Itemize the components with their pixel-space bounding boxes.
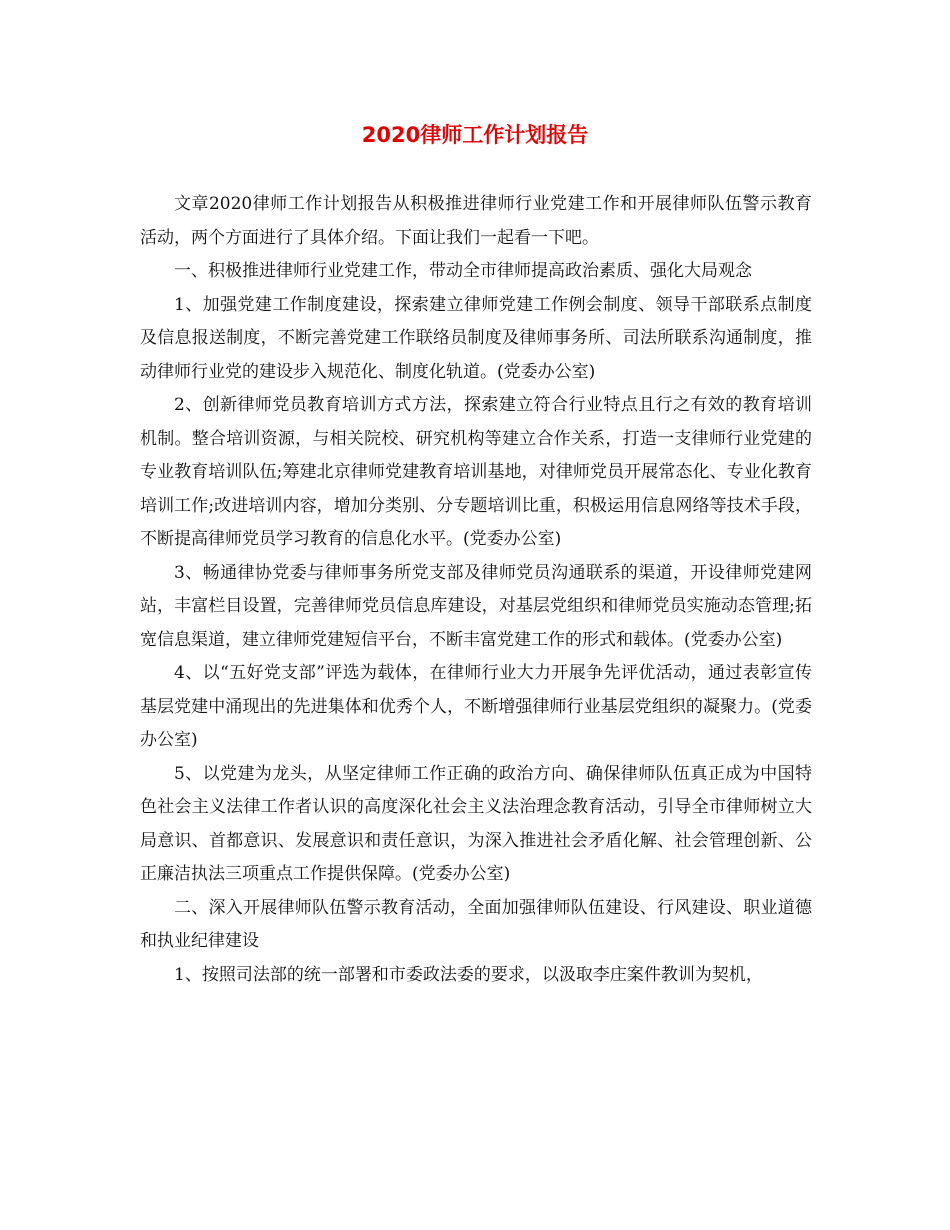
- paragraph-1-5: 5、以党建为龙头，从坚定律师工作正确的政治方向、确保律师队伍真正成为中国特色社会主义法律工作者认识的高度深化社会主义法治理念教育活动，引导全市律师树立大局意识、首都意识、发展意识和责任意识，为深入推进社会矛盾化解、社会管理创新、公正廉洁执法三项重点工作提供保障。(党委办公室): [140, 763, 812, 884]
- document-body: [140, 188, 812, 992]
- paragraph-1-1: 1、加强党建工作制度建设，探索建立律师党建工作例会制度、领导干部联系点制度及信息报送制度，不断完善党建工作联络员制度及律师事务所、司法所联系沟通制度，推动律师行业党的建设步入规范化、制度化轨道。(党委办公室): [140, 294, 812, 382]
- paragraph-1-3: 3、畅通律协党委与律师事务所党支部及律师党员沟通联系的渠道，开设律师党建网站，丰富栏目设置，完善律师党员信息库建设，对基层党组织和律师党员实施动态管理;拓宽信息渠道，建立律师党建短信平台，不断丰富党建工作的形式和载体。(党委办公室): [140, 562, 812, 650]
- document-title: 2020律师工作计划报告: [361, 123, 589, 147]
- section-heading-1: 一、积极推进律师行业党建工作，带动全市律师提高政治素质、强化大局观念: [174, 261, 752, 281]
- section-heading-2: 二、深入开展律师队伍警示教育活动，全面加强律师队伍建设、行风建设、职业道德和执业纪律建设: [140, 897, 812, 951]
- paragraph-intro: 文章2020律师工作计划报告从积极推进律师行业党建工作和开展律师队伍警示教育活动，两个方面进行了具体介绍。下面让我们一起看一下吧。: [140, 194, 812, 248]
- paragraph-2-1: 1、按照司法部的统一部署和市委政法委的要求，以汲取李庄案件教训为契机，: [174, 964, 763, 985]
- paragraph-1-4: 4、以“五好党支部”评选为载体，在律师行业大力开展争先评优活动，通过表彰宣传基层党建中涌现出的先进集体和优秀个人，不断增强律师行业基层党组织的凝聚力。(党委办公室): [140, 663, 812, 750]
- paragraph-1-2: 2、创新律师党员教育培训方式方法，探索建立符合行业特点且行之有效的教育培训机制。整合培训资源，与相关院校、研究机构等建立合作关系，打造一支律师行业党建的专业教育培训队伍;筹建北京律师党建教育培训基地，对律师党员开展常态化、专业化教育培训工作;改进培训内容，增加分类别、分专题培训比重，积极运用信息网络等技术手段，不断提高律师党员学习教育的信息化水平。(党委办公室): [140, 395, 812, 549]
